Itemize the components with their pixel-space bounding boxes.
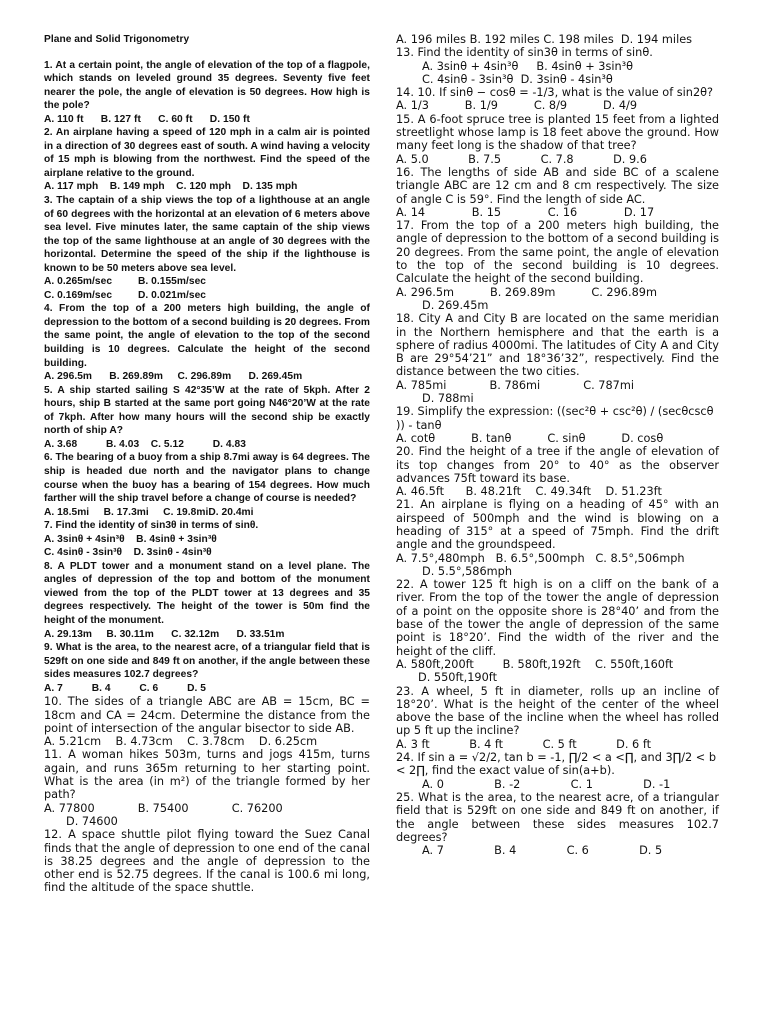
question-23-options: A. 3 ft B. 4 ft C. 5 ft D. 6 ft: [396, 737, 652, 751]
question-23: 23. A wheel, 5 ft in diameter, rolls up an incline of 18°20’. What is the height of the center of the wheel above the base of the incline when the wheel has rolled up 5 ft up the incline?: [396, 684, 719, 738]
question-6-options: A. 18.5mi B. 17.3mi C. 19.8miD. 20.4mi: [44, 506, 254, 518]
question-20: 20. Find the height of a tree if the angle of elevation of its top changes from 20° to 40° as the observer advances 75ft toward its base.: [396, 445, 719, 485]
question-18-options-row-2: D. 788mi: [422, 392, 474, 406]
question-14-options: A. 1/3 B. 1/9 C. 8/9 D. 4/9: [396, 99, 638, 113]
question-2: 2. An airplane having a speed of 120 mph in a calm air is pointed in a direction of 30 degrees east of south. A wind having a velocity of 15 mph is blowing from the northwest. Find the speed of the airplane relative to the ground.: [44, 127, 370, 179]
question-10: 10. The sides of a triangle ABC are AB = 15cm, BC = 18cm and CA = 24cm. Determine the distance from the point of intersection of the angular bisector to side AB.: [44, 695, 370, 735]
question-1: 1. At a certain point, the angle of elevation of the top of a flagpole, which stands on leveled ground 35 degrees. Seventy five feet nearer the pole, the angle of elevation is 50 degrees. How high is the pole?: [44, 59, 370, 112]
question-11-options: A. 77800 B. 75400 C. 76200: [44, 801, 283, 815]
question-19: 19. Simplify the expression: ((sec²θ + csc²θ) / (secθcscθ )) - tanθ: [396, 405, 714, 432]
question-24-options: A. 0 B. -2 C. 1 D. -1: [422, 777, 671, 791]
question-22: 22. A tower 125 ft high is on a cliff on the bank of a river. From the top of the tower the angle of depression of a point on the opposite shore is 28°40’ and from the base of the tower the angle of depression of the same point is 18°20’. Find the width of the river and the height of the cliff.: [396, 578, 719, 658]
question-16: 16. The lengths of side AB and side BC of a scalene triangle ABC are 12 cm and 8 cm respectively. The size of angle C is 59°. Find the length of side AC.: [396, 165, 719, 206]
question-21: 21. An airplane is flying on a heading of 45° with an airspeed of 500mph and the wind is blowing on a heading of 315° at a speed of 75mph. Find the drift angle and the groundspeed.: [396, 498, 719, 552]
question-11-options-row-2: D. 74600: [66, 814, 118, 828]
question-9: 9. What is the area, to the nearest acre, of a triangular field that is 529ft on one side and 849 ft on another, if the angle between these sides measures 102.7 degrees?: [44, 642, 370, 681]
question-8: 8. A PLDT tower and a monument stand on a level plane. The angles of depression of the top and bottom of the monument viewed from the top of the PLDT tower at 13 degrees and 35 degrees respectively. The height of the tower is 50m find the height of the monument.: [44, 560, 370, 626]
question-25-options: A. 7 B. 4 C. 6 D. 5: [422, 844, 663, 858]
left-column: [44, 33, 370, 895]
page-title: Plane and Solid Trigonometry: [44, 34, 190, 45]
question-14: 14. 10. If sinθ − cosθ = -1/3, what is the value of sin2θ?: [396, 86, 714, 100]
question-8-options: A. 29.13m B. 30.11m C. 32.12m D. 33.51m: [44, 628, 285, 640]
question-22-options-row-2: D. 550ft,190ft: [418, 671, 498, 685]
question-2-options: A. 117 mph B. 149 mph C. 120 mph D. 135 mph: [44, 181, 298, 193]
question-12: 12. A space shuttle pilot flying toward the Suez Canal finds that the angle of depression to one end of the canal is 38.25 degrees and the angle of depression to the other end is 52.75 degrees. If the canal is 100.6 mi long, find the altitude of the space shuttle.: [44, 828, 370, 895]
question-18-options: A. 785mi B. 786mi C. 787mi: [396, 378, 635, 392]
question-4: 4. From the top of a 200 meters high building, the angle of depression to the bottom of a second building is 20 degrees. From the same point, the angle of elevation to the top of the second building is 10 degrees. Calculate the height of the second building.: [44, 303, 370, 369]
question-19-options: A. cotθ B. tanθ C. sinθ D. cosθ: [396, 431, 664, 445]
question-5: 5. A ship started sailing S 42°35’W at the rate of 5kph. After 2 hours, ship B started at the same port going N46°20’W at the rate of 7kph. After how many hours will the second ship be exactly north of ship A?: [44, 384, 370, 437]
right-column: [396, 33, 719, 857]
question-7: 7. Find the identity of sin3θ in terms of sinθ.: [44, 520, 259, 532]
question-21-options-row-2: D. 5.5°,586mph: [422, 564, 512, 578]
question-4-options: A. 296.5m B. 269.89m C. 296.89m D. 269.45m: [44, 371, 303, 383]
question-12-options: A. 196 miles B. 192 miles C. 198 miles D. 194 miles: [396, 33, 693, 46]
question-15: 15. A 6-foot spruce tree is planted 15 feet from a lighted streetlight whose lamp is 18 feet above the ground. How many feet long is the shadow of that tree?: [396, 112, 719, 153]
question-17: 17. From the top of a 200 meters high building, the angle of depression to the bottom of a second building is 20 degrees. From the same point, the angle of elevation to the top of the second building is 10 degrees. Calculate the height of the second building.: [396, 219, 719, 286]
question-3-options-row-1: A. 0.265m/sec B. 0.155m/sec: [44, 276, 207, 288]
question-5-options: A. 3.68 B. 4.03 C. 5.12 D. 4.83: [44, 438, 246, 450]
question-17-options: A. 296.5m B. 269.89m C. 296.89m: [396, 285, 657, 299]
question-22-options: A. 580ft,200ft B. 580ft,192ft C. 550ft,160ft: [396, 657, 674, 671]
question-25: 25. What is the area, to the nearest acre, of a triangular field that is 529ft on one side and 849 ft on another, if the angle between these sides measures 102.7 degrees?: [396, 790, 719, 844]
question-18: 18. City A and City B are located on the same meridian in the Northern hemisphere and that the earth is a sphere of radius 4000mi. The latitudes of City A and City B are 29°54’21” and 18°36’32”, respectively. Find the distance between the two cities.: [396, 312, 719, 379]
question-15-options: A. 5.0 B. 7.5 C. 7.8 D. 9.6: [396, 152, 647, 166]
question-7-options-row-1: A. 3sinθ + 4sin³θ B. 4sinθ + 3sin³θ: [44, 533, 217, 545]
question-11: 11. A woman hikes 503m, turns and jogs 415m, turns again, and runs 365m returning to her starting point. What is the area (in m²) of the triangle formed by her path?: [44, 748, 370, 802]
question-13: 13. Find the identity of sin3θ in terms of sinθ.: [396, 46, 653, 60]
question-1-options: A. 110 ft B. 127 ft C. 60 ft D. 150 ft: [44, 113, 250, 125]
question-21-options: A. 7.5°,480mph B. 6.5°,500mph C. 8.5°,506mph: [396, 551, 685, 565]
question-10-options: A. 5.21cm B. 4.73cm C. 3.78cm D. 6.25cm: [44, 735, 318, 749]
question-7-options-row-2: C. 4sinθ - 3sin³θ D. 3sinθ - 4sin³θ: [44, 547, 212, 559]
question-17-options-row-2: D. 269.45m: [422, 298, 489, 312]
question-13-options-row-2: C. 4sinθ - 3sin³θ D. 3sinθ - 4sin³θ: [422, 72, 613, 86]
question-3: 3. The captain of a ship views the top of a lighthouse at an angle of 60 degrees with the horizontal at an elevation of 6 meters above sea level. Five minutes later, the same captain of the ship views the top of the same lighthouse at an angle of 30 degrees with the horizontal. Determine the speed of the ship if the lighthouse is known to be 50 meters above sea level.: [44, 195, 370, 274]
question-9-options: A. 7 B. 4 C. 6 D. 5: [44, 682, 206, 694]
question-24: 24. If sin a = √2/2, tan b = -1, ∏/2 < a <∏, and 3∏/2 < b < 2∏, find the exact value of sin(a+b).: [396, 751, 717, 778]
question-20-options: A. 46.5ft B. 48.21ft C. 49.34ft D. 51.23ft: [396, 485, 662, 499]
question-3-options-row-2: C. 0.169m/sec D. 0.021m/sec: [44, 289, 207, 301]
question-6: 6. The bearing of a buoy from a ship 8.7mi away is 64 degrees. The ship is headed due north and the navigator plans to change course when the buoy has a bearing of 154 degrees. How much farther will the ship travel before a change of course is needed?: [44, 452, 371, 505]
question-13-options-row-1: A. 3sinθ + 4sin³θ B. 4sinθ + 3sin³θ: [422, 59, 634, 73]
question-16-options: A. 14 B. 15 C. 16 D. 17: [396, 205, 655, 219]
